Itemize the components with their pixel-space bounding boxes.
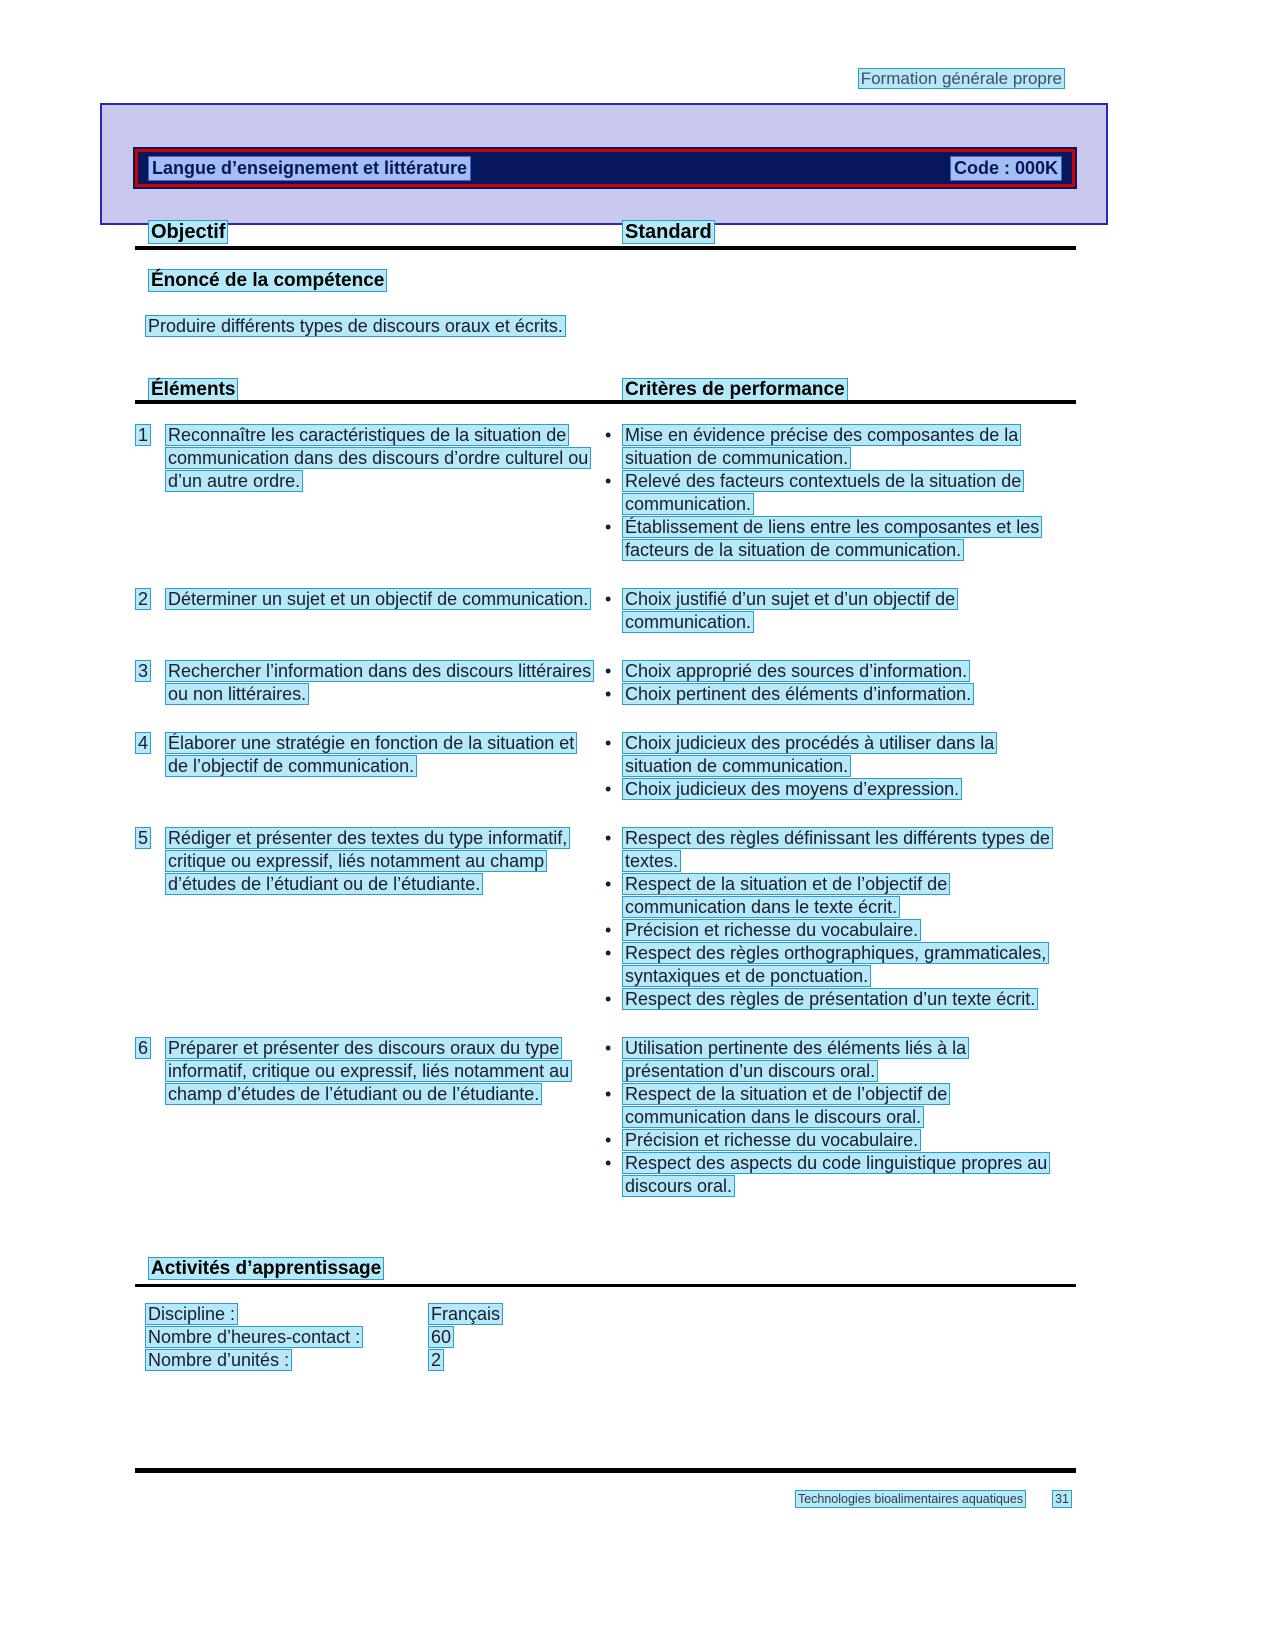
- bullet-icon: •: [605, 425, 612, 445]
- bullet-icon: •: [605, 1084, 612, 1104]
- elements-table: [135, 424, 1076, 1224]
- competence-heading: Énoncé de la compétence: [148, 269, 387, 292]
- element-cell: [135, 660, 605, 706]
- criterion-text: Respect de la situation et de l’objectif de communication dans le discours oral.: [622, 1083, 1057, 1129]
- criterion-text: Respect des aspects du code linguistique propres au discours oral.: [622, 1152, 1057, 1198]
- bullet-icon: •: [605, 1153, 612, 1173]
- criteria-header: Critères de performance: [622, 378, 848, 401]
- page-footer: [795, 1490, 1072, 1508]
- element-number: 2: [135, 588, 165, 611]
- elements-header: Éléments: [148, 378, 238, 401]
- competence-statement: Produire différents types de discours oraux et écrits.: [145, 315, 566, 337]
- activities-heading-row: [148, 1257, 384, 1280]
- bullet-icon: •: [605, 589, 612, 609]
- criterion-item: [605, 683, 1076, 706]
- criteria-list: [605, 588, 1076, 634]
- criterion-item: [605, 732, 1076, 778]
- course-title-box: [100, 103, 1108, 225]
- divider-under-elements: [135, 400, 1076, 404]
- course-title: Langue d’enseignement et littérature: [148, 156, 471, 181]
- element-number: 3: [135, 660, 165, 683]
- criterion-item: [605, 424, 1076, 470]
- criterion-text: Respect des règles définissant les différents types de textes.: [622, 827, 1057, 873]
- document-type-text: Formation générale propre: [858, 68, 1065, 89]
- criterion-item: [605, 470, 1076, 516]
- competence-heading-row: [148, 269, 387, 292]
- field-label: Nombre d’unités :: [145, 1349, 292, 1371]
- bullet-icon: •: [605, 920, 612, 940]
- document-type-label: [858, 67, 1065, 90]
- course-code: Code : 000K: [950, 156, 1062, 181]
- element-row: [135, 1037, 1076, 1198]
- field-value: 60: [428, 1326, 454, 1348]
- element-text: Élaborer une stratégie en fonction de la situation et de l’objectif de communication.: [165, 732, 593, 778]
- element-number: 6: [135, 1037, 165, 1060]
- standard-header: Standard: [622, 220, 715, 244]
- footer-page-number: 31: [1052, 1490, 1072, 1508]
- criterion-text: Précision et richesse du vocabulaire.: [622, 919, 921, 942]
- bullet-icon: •: [605, 874, 612, 894]
- field-value: 2: [428, 1349, 444, 1371]
- element-cell: [135, 1037, 605, 1106]
- element-text: Reconnaître les caractéristiques de la situation de communication dans des discours d’ordre culturel ou d’un autre ordre.: [165, 424, 593, 493]
- footer-text: Technologies bioalimentaires aquatiques: [795, 1490, 1026, 1508]
- field-row: [145, 1326, 503, 1349]
- bullet-icon: •: [605, 1038, 612, 1058]
- criterion-text: Établissement de liens entre les composantes et les facteurs de la situation de communication.: [622, 516, 1057, 562]
- criterion-text: Respect de la situation et de l’objectif de communication dans le texte écrit.: [622, 873, 1057, 919]
- competence-statement-row: [145, 315, 566, 338]
- element-text: Préparer et présenter des discours oraux du type informatif, critique ou expressif, liés notamment au champ d’études de l’étudiant ou de l’étudiante.: [165, 1037, 593, 1106]
- field-row: [145, 1303, 503, 1326]
- criteria-list: [605, 660, 1076, 706]
- field-label-wrap: [145, 1303, 428, 1326]
- element-cell: [135, 732, 605, 778]
- criterion-item: [605, 942, 1076, 988]
- criterion-item: [605, 988, 1076, 1011]
- criterion-item: [605, 1037, 1076, 1083]
- bullet-icon: •: [605, 517, 612, 537]
- criterion-item: [605, 827, 1076, 873]
- bottom-rule: [135, 1468, 1076, 1473]
- field-value-wrap: [428, 1349, 444, 1372]
- criterion-item: [605, 588, 1076, 634]
- element-cell: [135, 827, 605, 896]
- divider-under-objectif: [135, 246, 1076, 250]
- field-value-wrap: [428, 1326, 454, 1349]
- bullet-icon: •: [605, 471, 612, 491]
- criterion-text: Choix approprié des sources d’information.: [622, 660, 970, 683]
- criterion-text: Choix justifié d’un sujet et d’un objectif de communication.: [622, 588, 1057, 634]
- criterion-item: [605, 778, 1076, 801]
- criterion-item: [605, 660, 1076, 683]
- criteria-list: [605, 732, 1076, 801]
- bullet-icon: •: [605, 733, 612, 753]
- criterion-text: Choix judicieux des moyens d’expression.: [622, 778, 962, 801]
- activities-heading: Activités d’apprentissage: [148, 1257, 384, 1280]
- bullet-icon: •: [605, 828, 612, 848]
- criterion-text: Utilisation pertinente des éléments liés à la présentation d’un discours oral.: [622, 1037, 1057, 1083]
- criterion-item: [605, 1129, 1076, 1152]
- field-row: [145, 1349, 503, 1372]
- field-value: Français: [428, 1303, 503, 1325]
- element-cell: [135, 588, 605, 611]
- bullet-icon: •: [605, 684, 612, 704]
- divider-under-activities: [135, 1284, 1076, 1287]
- element-text: Rechercher l’information dans des discours littéraires ou non littéraires.: [165, 660, 593, 706]
- bullet-icon: •: [605, 779, 612, 799]
- element-row: [135, 660, 1076, 706]
- criterion-text: Précision et richesse du vocabulaire.: [622, 1129, 921, 1152]
- element-text: Rédiger et présenter des textes du type informatif, critique ou expressif, liés notamment au champ d’études de l’étudiant ou de l’étudiante.: [165, 827, 593, 896]
- criterion-text: Respect des règles de présentation d’un texte écrit.: [622, 988, 1038, 1011]
- element-row: [135, 424, 1076, 562]
- bullet-icon: •: [605, 943, 612, 963]
- element-row: [135, 732, 1076, 801]
- course-title-bar: [135, 149, 1075, 187]
- criteria-list: [605, 1037, 1076, 1198]
- criterion-item: [605, 1152, 1076, 1198]
- criterion-item: [605, 919, 1076, 942]
- criteria-list: [605, 827, 1076, 1011]
- field-label: Nombre d’heures-contact :: [145, 1326, 363, 1348]
- criterion-text: Mise en évidence précise des composantes de la situation de communication.: [622, 424, 1057, 470]
- criterion-text: Choix pertinent des éléments d’information.: [622, 683, 974, 706]
- bullet-icon: •: [605, 661, 612, 681]
- field-label: Discipline :: [145, 1303, 238, 1325]
- criterion-item: [605, 873, 1076, 919]
- element-text: Déterminer un sujet et un objectif de communication.: [165, 588, 591, 611]
- criterion-text: Respect des règles orthographiques, grammaticales, syntaxiques et de ponctuation.: [622, 942, 1057, 988]
- element-row: [135, 588, 1076, 634]
- criterion-text: Choix judicieux des procédés à utiliser dans la situation de communication.: [622, 732, 1057, 778]
- bullet-icon: •: [605, 1130, 612, 1150]
- bullet-icon: •: [605, 989, 612, 1009]
- field-label-wrap: [145, 1326, 428, 1349]
- field-label-wrap: [145, 1349, 428, 1372]
- element-row: [135, 827, 1076, 1011]
- element-number: 4: [135, 732, 165, 755]
- objectif-header: Objectif: [148, 220, 228, 244]
- criterion-item: [605, 1083, 1076, 1129]
- element-number: 1: [135, 424, 165, 447]
- field-value-wrap: [428, 1303, 503, 1326]
- element-cell: [135, 424, 605, 493]
- criterion-item: [605, 516, 1076, 562]
- element-number: 5: [135, 827, 165, 850]
- criterion-text: Relevé des facteurs contextuels de la situation de communication.: [622, 470, 1057, 516]
- activities-fields: [145, 1303, 503, 1372]
- criteria-list: [605, 424, 1076, 562]
